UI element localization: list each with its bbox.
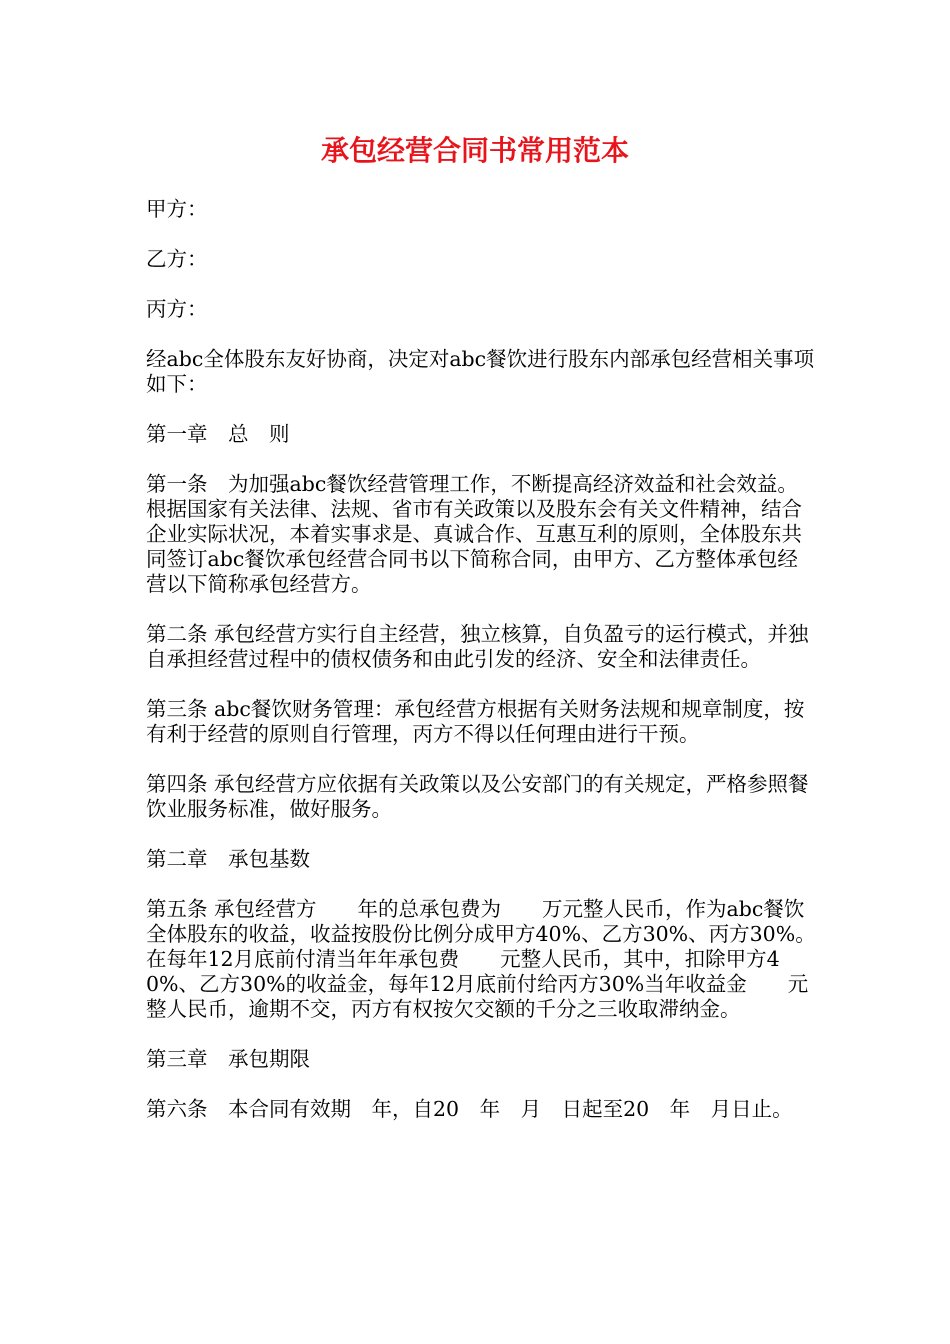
- chapter-2-heading: 第二章 承包基数: [146, 847, 310, 871]
- article-4-paragraph: 第四条 承包经营方应依据有关政策以及公安部门的有关规定，严格参照餐饮业服务标准，做好服务。: [146, 772, 809, 821]
- party-b-line: 乙方：: [146, 247, 208, 271]
- document-body: [146, 197, 816, 1122]
- article-3-paragraph: 第三条 abc餐饮财务管理：承包经营方根据有关财务法规和规章制度，按有利于经营的原则自行管理，丙方不得以任何理由进行干预。: [146, 697, 805, 746]
- preamble-paragraph: 经abc全体股东友好协商，决定对abc餐饮进行股东内部承包经营相关事项如下：: [146, 347, 815, 396]
- article-2-paragraph: 第二条 承包经营方实行自主经营，独立核算，自负盈亏的运行模式，并独自承担经营过程中的债权债务和由此引发的经济、安全和法律责任。: [146, 622, 809, 671]
- chapter-1-heading: 第一章 总 则: [146, 422, 290, 446]
- document-title: 承包经营合同书常用范本: [320, 134, 629, 167]
- article-5-paragraph: 第五条 承包经营方 年的总承包费为 万元整人民币，作为abc餐饮全体股东的收益，收益按股份比例分成甲方40%、乙方30%、丙方30%。在每年12月底前付清当年年承包费 元整人民币，其中，扣除甲方40%、乙方30%的收益金，每年12月底前付给丙方30%当年收益金 元整人民币，逾期不交，丙方有权按欠交额的千分之三收取滞纳金。: [146, 897, 816, 1021]
- party-a-line: 甲方：: [146, 197, 208, 221]
- chapter-3-heading: 第三章 承包期限: [146, 1047, 310, 1071]
- party-c-line: 丙方：: [146, 297, 208, 321]
- article-1-paragraph: 第一条 为加强abc餐饮经营管理工作，不断提高经济效益和社会效益。根据国家有关法律、法规、省市有关政策以及股东会有关文件精神，结合企业实际状况，本着实事求是、真诚合作、互惠互利的原则，全体股东共同签订abc餐饮承包经营合同书以下简称合同，由甲方、乙方整体承包经营以下简称承包经营方。: [146, 472, 802, 596]
- article-6-paragraph: 第六条 本合同有效期 年，自20 年 月 日起至20 年 月日止。: [146, 1097, 793, 1121]
